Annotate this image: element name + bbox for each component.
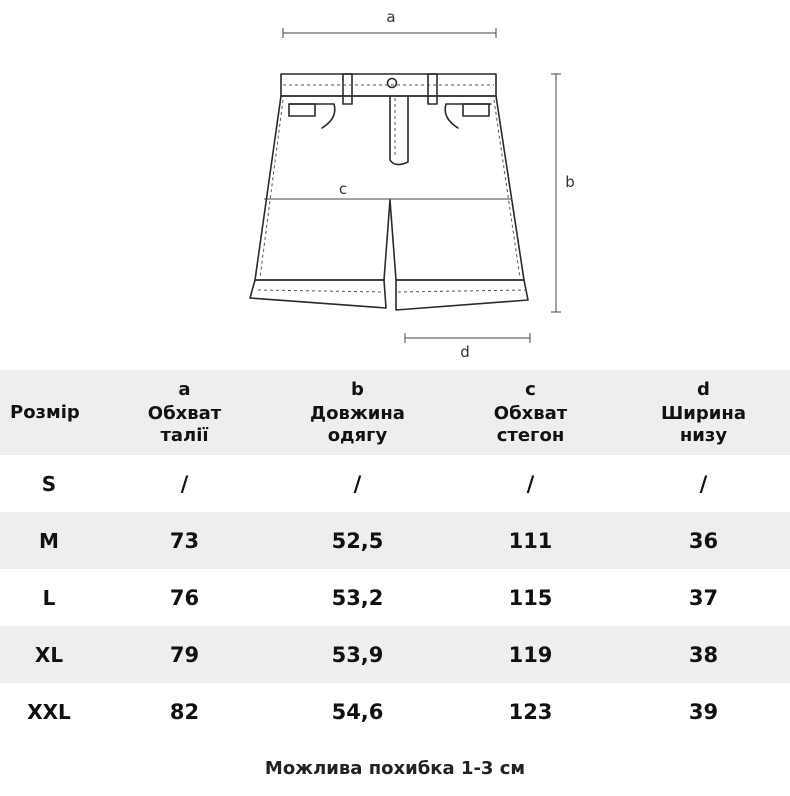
left-coin-pocket <box>289 104 315 116</box>
size-cell: S <box>41 471 57 496</box>
right-coin-pocket <box>463 104 489 116</box>
label-b: b <box>565 173 575 191</box>
hip-cell: 111 <box>508 528 553 553</box>
hip-cell: 123 <box>508 699 553 724</box>
fly <box>390 96 408 165</box>
column-header-d: d Ширина низу <box>661 378 746 446</box>
column-header-c: c Обхват стегон <box>493 378 568 446</box>
waist-cell: 76 <box>169 585 200 610</box>
table-row <box>0 569 790 626</box>
hem-cell: 37 <box>688 585 719 610</box>
size-table <box>0 370 790 740</box>
shorts-diagram <box>0 0 790 360</box>
length-cell: 53,9 <box>331 642 384 667</box>
table-row <box>0 455 790 512</box>
column-header-a: a Обхват талії <box>147 378 222 446</box>
waist-cell: 73 <box>169 528 200 553</box>
length-cell: 54,6 <box>331 699 384 724</box>
length-cell: 53,2 <box>331 585 384 610</box>
right-cuff <box>396 280 528 310</box>
table-row <box>0 512 790 569</box>
hem-cell: 39 <box>688 699 719 724</box>
hem-cell: 36 <box>688 528 719 553</box>
table-row <box>0 626 790 683</box>
table-header-row <box>0 370 790 455</box>
hip-cell: 115 <box>508 585 553 610</box>
belt-loop <box>428 74 437 104</box>
left-cuff <box>250 280 386 308</box>
waist-cell: 79 <box>169 642 200 667</box>
hip-cell: / <box>526 471 535 496</box>
button <box>388 79 397 88</box>
length-cell: 52,5 <box>331 528 384 553</box>
belt-loop <box>343 74 352 104</box>
column-header-b: b Довжина одягу <box>310 378 405 446</box>
size-cell: M <box>39 528 59 553</box>
label-d: d <box>460 343 470 360</box>
label-c: c <box>338 180 348 198</box>
label-a: a <box>386 8 396 26</box>
size-cell: XXL <box>27 699 71 724</box>
tolerance-note: Можлива похибка 1-3 см <box>264 758 526 779</box>
hem-cell: / <box>699 471 708 496</box>
size-cell: L <box>42 585 56 610</box>
hip-cell: 119 <box>508 642 553 667</box>
length-cell: / <box>353 471 362 496</box>
hem-cell: 38 <box>688 642 719 667</box>
size-column-header: Розмір <box>10 401 80 423</box>
size-cell: XL <box>34 642 64 667</box>
waist-cell: 82 <box>169 699 200 724</box>
waist-cell: / <box>180 471 189 496</box>
table-row <box>0 683 790 740</box>
